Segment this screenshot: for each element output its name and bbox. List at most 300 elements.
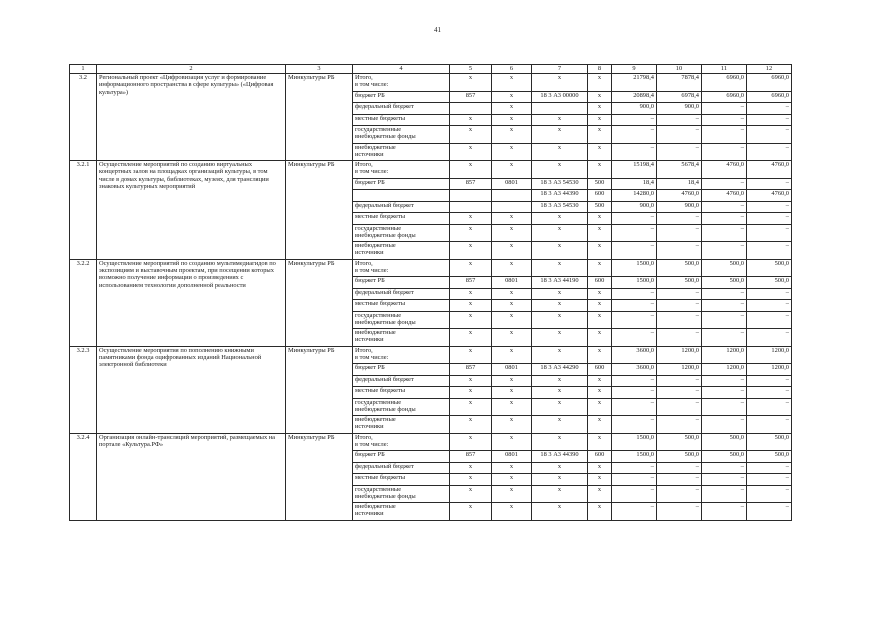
amount-cell: – — [747, 485, 792, 503]
amount-cell: 6960,0 — [747, 91, 792, 103]
amount-cell: – — [702, 474, 747, 486]
budget-code-cell: 0801 — [492, 364, 532, 376]
amount-cell: – — [702, 503, 747, 521]
amount-cell: 1200,0 — [747, 364, 792, 376]
amount-cell: – — [747, 398, 792, 416]
budget-code-cell: x — [450, 242, 492, 260]
budget-code-cell — [492, 190, 532, 202]
column-number-cell: 3 — [286, 65, 353, 74]
amount-cell: – — [657, 143, 702, 161]
budget-code-cell: 0801 — [492, 178, 532, 190]
funding-source-cell: государственные внебюджетные фонды — [353, 126, 450, 144]
budget-code-cell: x — [492, 462, 532, 474]
amount-cell: – — [747, 224, 792, 242]
amount-cell: – — [612, 474, 657, 486]
page-number: 41 — [434, 26, 441, 34]
amount-cell: – — [747, 329, 792, 347]
amount-cell: 5678,4 — [657, 161, 702, 179]
amount-cell: 15198,4 — [612, 161, 657, 179]
funding-source-cell: бюджет РБ — [353, 277, 450, 289]
amount-cell: 4760,0 — [657, 190, 702, 202]
budget-code-cell: x — [588, 503, 612, 521]
amount-cell: – — [657, 462, 702, 474]
budget-code-cell: x — [450, 462, 492, 474]
budget-code-cell: 857 — [450, 178, 492, 190]
budget-code-cell: x — [450, 433, 492, 451]
budget-code-cell: x — [588, 398, 612, 416]
budget-code-cell: x — [450, 114, 492, 126]
funding-source-cell: бюджет РБ — [353, 451, 450, 463]
section-title-cell: Организация онлайн-трансляций мероприятий, размещаемых на портале «Культура.РФ» — [97, 433, 286, 520]
amount-cell: 14280,0 — [612, 190, 657, 202]
budget-code-cell: x — [588, 375, 612, 387]
amount-cell: – — [747, 143, 792, 161]
budget-code-cell: x — [450, 259, 492, 277]
funding-source-cell: бюджет РБ — [353, 364, 450, 376]
amount-cell: – — [612, 126, 657, 144]
amount-cell: 18,4 — [657, 178, 702, 190]
column-number-cell: 4 — [353, 65, 450, 74]
budget-code-cell: x — [450, 74, 492, 92]
amount-cell: – — [702, 398, 747, 416]
funding-source-cell: местные бюджеты — [353, 114, 450, 126]
amount-cell: – — [747, 114, 792, 126]
budget-code-cell: x — [532, 311, 588, 329]
section-number-cell: 3.2.3 — [70, 346, 97, 433]
amount-cell: – — [657, 387, 702, 399]
amount-cell: 21798,4 — [612, 74, 657, 92]
budget-code-cell: x — [492, 126, 532, 144]
amount-cell: 1200,0 — [657, 346, 702, 364]
amount-cell: – — [657, 474, 702, 486]
amount-cell: – — [747, 416, 792, 434]
budget-code-cell: x — [450, 346, 492, 364]
amount-cell: – — [612, 114, 657, 126]
amount-cell: – — [612, 375, 657, 387]
budget-code-cell: x — [492, 288, 532, 300]
budget-code-cell: x — [588, 462, 612, 474]
budget-code-cell: x — [492, 224, 532, 242]
column-number-cell: 2 — [97, 65, 286, 74]
budget-code-cell: x — [450, 503, 492, 521]
amount-cell: – — [702, 288, 747, 300]
funding-source-cell: государственные внебюджетные фонды — [353, 224, 450, 242]
amount-cell: – — [657, 311, 702, 329]
amount-cell: – — [702, 375, 747, 387]
column-number-cell: 12 — [747, 65, 792, 74]
funding-source-cell: местные бюджеты — [353, 474, 450, 486]
budget-code-cell: x — [492, 503, 532, 521]
amount-cell: 1200,0 — [702, 364, 747, 376]
amount-cell: 500,0 — [747, 433, 792, 451]
budget-code-cell: x — [492, 300, 532, 312]
amount-cell: – — [702, 311, 747, 329]
budget-code-cell: 18 3 А3 54530 — [532, 178, 588, 190]
funding-source-cell: федеральный бюджет — [353, 375, 450, 387]
budget-code-cell: x — [532, 224, 588, 242]
amount-cell: – — [612, 387, 657, 399]
budget-code-cell: x — [450, 126, 492, 144]
budget-code-cell: x — [492, 74, 532, 92]
budget-code-cell: x — [492, 143, 532, 161]
section-title-cell: Осуществление мероприятия по пополнению книжными памятниками фонда оцифрованных изданий Национальной электронной библиотеки — [97, 346, 286, 433]
section-number-cell: 3.2.1 — [70, 161, 97, 260]
amount-cell: – — [657, 485, 702, 503]
amount-cell: – — [702, 242, 747, 260]
amount-cell: – — [612, 213, 657, 225]
budget-code-cell: 18 3 А3 44190 — [532, 277, 588, 289]
budget-code-cell: 600 — [588, 451, 612, 463]
amount-cell: – — [612, 143, 657, 161]
amount-cell: – — [657, 375, 702, 387]
budget-code-cell: x — [492, 311, 532, 329]
budget-code-cell: x — [588, 485, 612, 503]
budget-code-cell: x — [492, 103, 532, 115]
amount-cell: 900,0 — [657, 103, 702, 115]
budget-code-cell: x — [588, 259, 612, 277]
amount-cell: 900,0 — [612, 201, 657, 213]
amount-cell: 500,0 — [702, 433, 747, 451]
amount-cell: 500,0 — [747, 259, 792, 277]
amount-cell: – — [702, 224, 747, 242]
budget-code-cell: x — [532, 74, 588, 92]
amount-cell: – — [657, 398, 702, 416]
funding-source-cell: внебюджетные источники — [353, 503, 450, 521]
budget-code-cell: x — [492, 259, 532, 277]
section-number-cell: 3.2.2 — [70, 259, 97, 346]
budget-code-cell: x — [450, 387, 492, 399]
amount-cell: 3600,0 — [612, 364, 657, 376]
amount-cell: 6960,0 — [702, 91, 747, 103]
amount-cell: 1200,0 — [747, 346, 792, 364]
funding-source-cell: бюджет РБ — [353, 178, 450, 190]
budget-code-cell: x — [588, 288, 612, 300]
table-row — [70, 259, 792, 277]
budget-code-cell: x — [450, 474, 492, 486]
amount-cell: 900,0 — [657, 201, 702, 213]
amount-cell: 500,0 — [702, 451, 747, 463]
budget-code-cell: 18 3 А3 54530 — [532, 201, 588, 213]
budget-code-cell: 600 — [588, 277, 612, 289]
budget-code-cell: x — [492, 346, 532, 364]
budget-code-cell: x — [532, 213, 588, 225]
budget-code-cell — [492, 201, 532, 213]
amount-cell: – — [657, 224, 702, 242]
amount-cell: – — [747, 474, 792, 486]
budget-code-cell: x — [588, 103, 612, 115]
amount-cell: 4760,0 — [702, 161, 747, 179]
amount-cell: – — [702, 178, 747, 190]
funding-source-cell: федеральный бюджет — [353, 201, 450, 213]
budget-code-cell: x — [450, 398, 492, 416]
column-number-cell: 9 — [612, 65, 657, 74]
funding-source-cell: федеральный бюджет — [353, 103, 450, 115]
amount-cell: 500,0 — [657, 451, 702, 463]
budget-code-cell: x — [588, 91, 612, 103]
amount-cell: 1200,0 — [657, 364, 702, 376]
amount-cell: – — [702, 126, 747, 144]
amount-cell: – — [747, 300, 792, 312]
budget-code-cell: 0801 — [492, 451, 532, 463]
amount-cell: – — [612, 242, 657, 260]
section-number-cell: 3.2.4 — [70, 433, 97, 520]
amount-cell: 500,0 — [702, 259, 747, 277]
responsible-cell: Минкультуры РБ — [286, 259, 353, 346]
budget-code-cell: x — [492, 213, 532, 225]
funding-source-cell: Итого, в том числе: — [353, 161, 450, 179]
funding-source-cell: внебюджетные источники — [353, 242, 450, 260]
budget-code-cell: x — [588, 224, 612, 242]
amount-cell: – — [747, 242, 792, 260]
budget-code-cell: x — [532, 259, 588, 277]
amount-cell: – — [657, 300, 702, 312]
amount-cell: – — [702, 143, 747, 161]
budget-code-cell: x — [450, 213, 492, 225]
budget-code-cell: x — [532, 161, 588, 179]
budget-code-cell: x — [532, 503, 588, 521]
amount-cell: – — [702, 114, 747, 126]
table-row — [70, 161, 792, 179]
amount-cell: 3600,0 — [612, 346, 657, 364]
amount-cell: – — [747, 126, 792, 144]
responsible-cell: Минкультуры РБ — [286, 74, 353, 161]
budget-code-cell: x — [588, 126, 612, 144]
amount-cell: – — [702, 416, 747, 434]
funding-source-cell: внебюджетные источники — [353, 416, 450, 434]
amount-cell: – — [702, 387, 747, 399]
budget-code-cell: 857 — [450, 91, 492, 103]
budget-code-cell: x — [450, 300, 492, 312]
funding-source-cell: государственные внебюджетные фонды — [353, 398, 450, 416]
amount-cell: – — [657, 329, 702, 347]
funding-source-cell: Итого, в том числе: — [353, 433, 450, 451]
budget-code-cell: x — [532, 242, 588, 260]
budget-code-cell: x — [532, 329, 588, 347]
budget-code-cell: x — [450, 375, 492, 387]
budget-code-cell: x — [492, 242, 532, 260]
budget-code-cell: x — [532, 375, 588, 387]
budget-code-cell: x — [532, 398, 588, 416]
table-row — [70, 433, 792, 451]
budget-code-cell: x — [492, 485, 532, 503]
budget-code-cell: x — [588, 213, 612, 225]
budget-code-cell: x — [532, 143, 588, 161]
amount-cell: 500,0 — [657, 277, 702, 289]
budget-code-cell: x — [588, 300, 612, 312]
amount-cell: 900,0 — [612, 103, 657, 115]
funding-source-cell: Итого, в том числе: — [353, 346, 450, 364]
budget-code-cell — [450, 103, 492, 115]
column-number-cell: 1 — [70, 65, 97, 74]
amount-cell: – — [657, 242, 702, 260]
funding-source-cell: местные бюджеты — [353, 300, 450, 312]
amount-cell: 6960,0 — [702, 74, 747, 92]
funding-source-cell: местные бюджеты — [353, 213, 450, 225]
section-number-cell: 3.2 — [70, 74, 97, 161]
budget-code-cell: x — [450, 311, 492, 329]
budget-code-cell: x — [588, 161, 612, 179]
amount-cell: – — [702, 462, 747, 474]
column-number-cell: 7 — [532, 65, 588, 74]
budget-code-cell: x — [588, 387, 612, 399]
budget-code-cell: x — [532, 387, 588, 399]
section-title-cell: Региональный проект «Цифровизация услуг и формирование информационного пространства в сфере культуры» («Цифровая культура») — [97, 74, 286, 161]
budget-code-cell: x — [588, 242, 612, 260]
amount-cell: – — [612, 462, 657, 474]
budget-code-cell: x — [492, 329, 532, 347]
responsible-cell: Минкультуры РБ — [286, 161, 353, 260]
amount-cell: – — [747, 375, 792, 387]
amount-cell: 4760,0 — [747, 190, 792, 202]
funding-source-cell: Итого, в том числе: — [353, 259, 450, 277]
funding-source-cell: государственные внебюджетные фонды — [353, 485, 450, 503]
amount-cell: – — [612, 300, 657, 312]
amount-cell: – — [612, 398, 657, 416]
amount-cell: – — [747, 178, 792, 190]
amount-cell: – — [747, 311, 792, 329]
budget-code-cell: x — [450, 329, 492, 347]
amount-cell: – — [657, 126, 702, 144]
budget-code-cell: x — [588, 311, 612, 329]
amount-cell: 4760,0 — [702, 190, 747, 202]
budget-code-cell: x — [588, 346, 612, 364]
budget-code-cell: x — [588, 474, 612, 486]
budget-code-cell: 18 3 А3 44290 — [532, 364, 588, 376]
budget-code-cell: x — [492, 387, 532, 399]
amount-cell: – — [657, 114, 702, 126]
budget-code-cell: x — [588, 74, 612, 92]
table-row — [70, 74, 792, 92]
budget-code-cell: x — [492, 91, 532, 103]
column-number-cell: 10 — [657, 65, 702, 74]
budget-code-cell: x — [450, 288, 492, 300]
budget-code-cell — [450, 190, 492, 202]
column-number-row — [70, 65, 792, 74]
budget-code-cell: x — [450, 143, 492, 161]
budget-code-cell: 600 — [588, 364, 612, 376]
budget-code-cell: 500 — [588, 201, 612, 213]
budget-code-cell: x — [532, 288, 588, 300]
amount-cell: – — [747, 201, 792, 213]
amount-cell: – — [747, 462, 792, 474]
budget-code-cell: 857 — [450, 277, 492, 289]
amount-cell: 6978,4 — [657, 91, 702, 103]
amount-cell: 500,0 — [747, 277, 792, 289]
amount-cell: 1500,0 — [612, 451, 657, 463]
budget-code-cell: x — [532, 416, 588, 434]
amount-cell: – — [657, 213, 702, 225]
budget-code-cell: x — [450, 485, 492, 503]
funding-source-cell: государственные внебюджетные фонды — [353, 311, 450, 329]
amount-cell: – — [747, 288, 792, 300]
budget-code-cell: x — [532, 462, 588, 474]
budget-table — [69, 64, 792, 521]
column-number-cell: 11 — [702, 65, 747, 74]
amount-cell: – — [747, 213, 792, 225]
amount-cell: 1500,0 — [612, 277, 657, 289]
column-number-cell: 8 — [588, 65, 612, 74]
amount-cell: – — [612, 224, 657, 242]
amount-cell: – — [702, 329, 747, 347]
budget-code-cell: 18 3 А3 44390 — [532, 190, 588, 202]
amount-cell: – — [612, 288, 657, 300]
amount-cell: – — [612, 416, 657, 434]
amount-cell: 1500,0 — [612, 433, 657, 451]
amount-cell: 500,0 — [702, 277, 747, 289]
budget-code-cell: x — [492, 416, 532, 434]
amount-cell: – — [612, 311, 657, 329]
responsible-cell: Минкультуры РБ — [286, 346, 353, 433]
amount-cell: – — [612, 503, 657, 521]
amount-cell: 20898,4 — [612, 91, 657, 103]
amount-cell: 4760,0 — [747, 161, 792, 179]
budget-code-cell: x — [532, 485, 588, 503]
budget-code-cell: x — [588, 143, 612, 161]
funding-source-cell: Итого, в том числе: — [353, 74, 450, 92]
amount-cell: – — [612, 485, 657, 503]
budget-code-cell: 500 — [588, 178, 612, 190]
budget-code-cell: 857 — [450, 451, 492, 463]
amount-cell: 18,4 — [612, 178, 657, 190]
budget-code-cell: x — [588, 329, 612, 347]
budget-code-cell: x — [492, 161, 532, 179]
amount-cell: – — [657, 416, 702, 434]
amount-cell: 1500,0 — [612, 259, 657, 277]
budget-code-cell: x — [532, 346, 588, 364]
funding-source-cell: внебюджетные источники — [353, 329, 450, 347]
section-title-cell: Осуществление мероприятий по созданию мультимедиагидов по экспозициям и выставочным проектам, при посещении которых возможно получение информации о произведениях с использованием технологии дополненной реальности — [97, 259, 286, 346]
budget-code-cell: x — [588, 433, 612, 451]
budget-code-cell: x — [532, 114, 588, 126]
funding-source-cell — [353, 190, 450, 202]
amount-cell: – — [657, 288, 702, 300]
amount-cell: – — [747, 103, 792, 115]
amount-cell: 500,0 — [657, 259, 702, 277]
amount-cell: – — [702, 201, 747, 213]
budget-code-cell: x — [492, 398, 532, 416]
amount-cell: – — [702, 485, 747, 503]
section-title-cell: Осуществление мероприятий по созданию виртуальных концертных залов на площадках организаций культуры, в том числе в домах культуры, библиотеках, музеях, для трансляции знаковых культурных мероприятий — [97, 161, 286, 260]
budget-code-cell: x — [492, 433, 532, 451]
budget-code-cell: 0801 — [492, 277, 532, 289]
column-number-cell: 5 — [450, 65, 492, 74]
budget-code-cell: 600 — [588, 190, 612, 202]
amount-cell: 7878,4 — [657, 74, 702, 92]
budget-code-cell: 18 3 А3 00000 — [532, 91, 588, 103]
budget-code-cell: 18 3 А3 44390 — [532, 451, 588, 463]
budget-code-cell: x — [492, 375, 532, 387]
column-number-cell: 6 — [492, 65, 532, 74]
budget-code-cell: x — [450, 161, 492, 179]
budget-code-cell: x — [532, 300, 588, 312]
amount-cell: – — [612, 329, 657, 347]
funding-source-cell: федеральный бюджет — [353, 462, 450, 474]
amount-cell: – — [702, 103, 747, 115]
budget-code-cell: 857 — [450, 364, 492, 376]
budget-code-cell: x — [492, 474, 532, 486]
budget-code-cell: x — [450, 224, 492, 242]
budget-code-cell: x — [532, 126, 588, 144]
funding-source-cell: внебюджетные источники — [353, 143, 450, 161]
amount-cell: – — [747, 503, 792, 521]
amount-cell: 500,0 — [747, 451, 792, 463]
amount-cell: – — [702, 213, 747, 225]
budget-code-cell: x — [588, 114, 612, 126]
table-row — [70, 346, 792, 364]
budget-code-cell: x — [532, 474, 588, 486]
amount-cell: – — [657, 503, 702, 521]
budget-code-cell — [532, 103, 588, 115]
